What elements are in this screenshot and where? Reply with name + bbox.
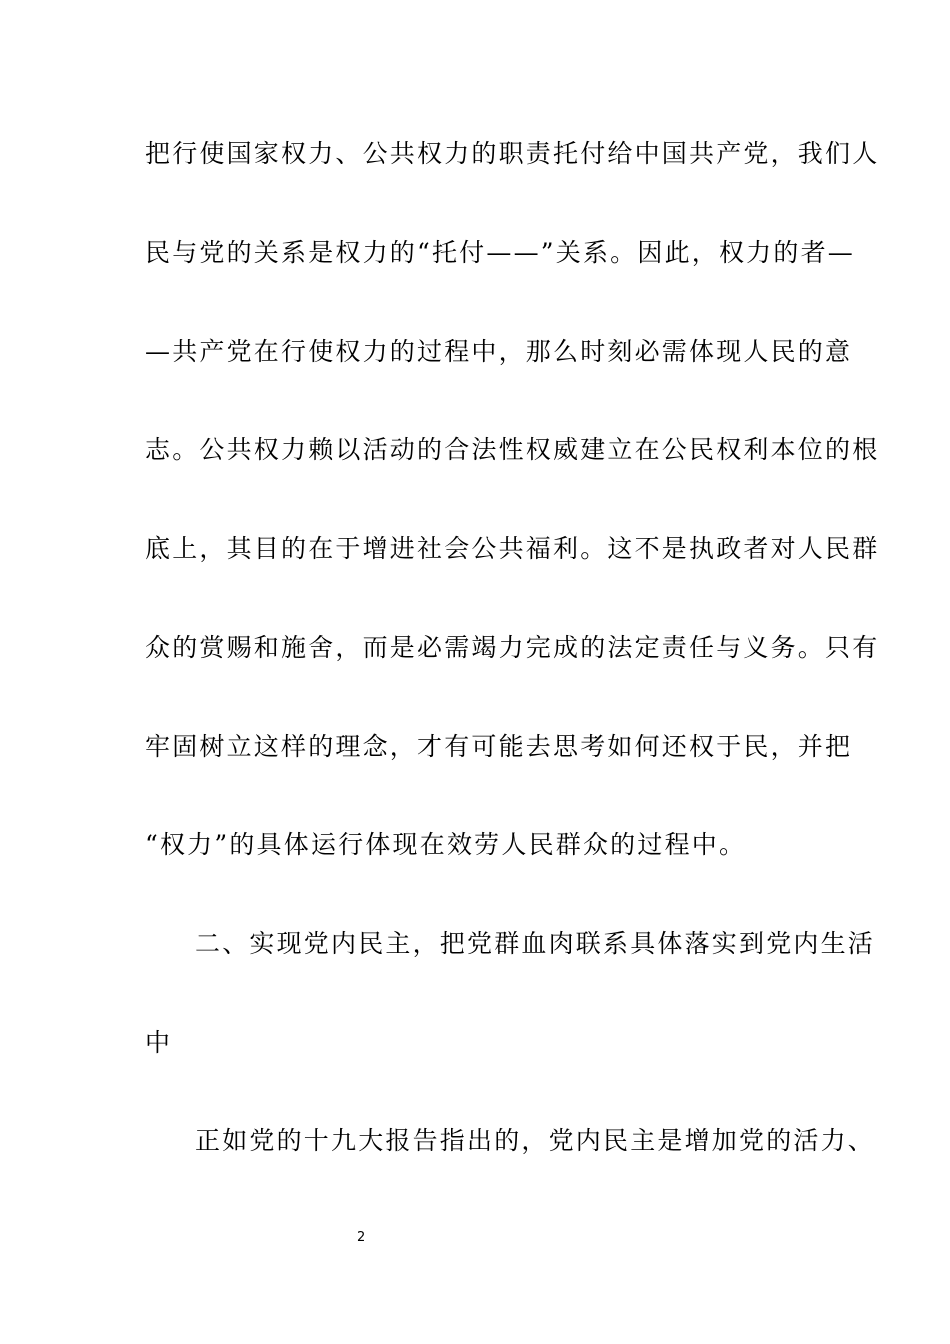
- body-text-line: “权力”的具体运行体现在效劳人民群众的过程中。: [145, 830, 747, 859]
- page-number: 2: [357, 1230, 366, 1245]
- body-text-line: 把行使国家权力、公共权力的职责托付给中国共产党，我们人: [145, 139, 880, 168]
- body-text-line: 志。公共权力赖以活动的合法性权威建立在公民权利本位的根: [145, 435, 880, 464]
- body-text-line: 牢固树立这样的理念，才有可能去思考如何还权于民，并把: [145, 732, 853, 761]
- section-heading-line: 二、实现党内民主，把党群血肉联系具体落实到党内生活: [195, 929, 876, 958]
- body-text-line: 众的赏赐和施舍，而是必需竭力完成的法定责任与义务。只有: [145, 633, 880, 662]
- body-text-line: —共产党在行使权力的过程中，那么时刻必需体现人民的意: [145, 337, 853, 366]
- section-heading-line: 中: [145, 1028, 173, 1057]
- body-text-line: 正如党的十九大报告指出的，党内民主是增加党的活力、: [195, 1126, 876, 1155]
- body-text-line: 民与党的关系是权力的“托付——”关系。因此，权力的者—: [145, 238, 855, 267]
- body-text-line: 底上，其目的在于增进社会公共福利。这不是执政者对人民群: [145, 534, 880, 563]
